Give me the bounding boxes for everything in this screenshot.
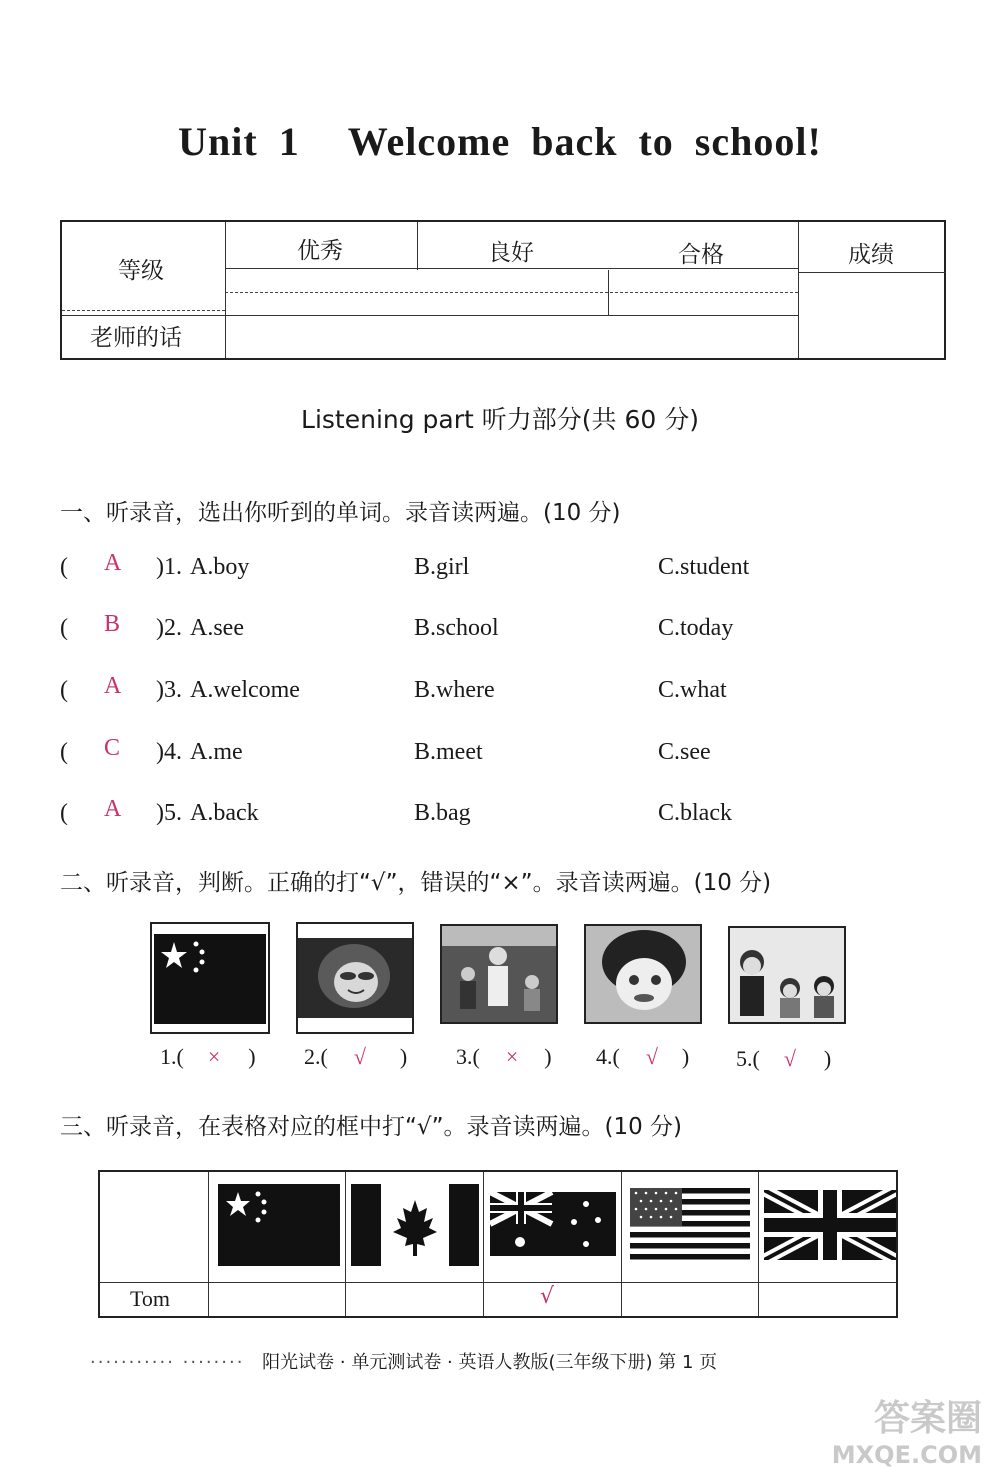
australia-flag-icon [490, 1192, 616, 1256]
listening-heading: Listening part 听力部分(共 60 分) [301, 405, 699, 434]
question-row: ( A )1. A.boy B.girl C.student [60, 550, 750, 580]
judge-item: 1.( × ) [160, 1044, 256, 1069]
unit-number: Unit 1 [178, 119, 300, 164]
option-b: B.where [414, 677, 495, 703]
judge-item: 2.( √ ) [304, 1044, 408, 1069]
judge-mark: √ [645, 1044, 658, 1069]
answer-mark: C [104, 735, 121, 761]
three-kids-picture [728, 926, 846, 1024]
section2-heading: 二、听录音，判断。正确的打“√”，错误的“×”。录音读两遍。(10 分) [60, 870, 772, 896]
question-number: )2. [156, 615, 182, 641]
option-a: A.welcome [190, 677, 300, 703]
option-c: C.black [658, 800, 732, 826]
option-a: A.me [190, 739, 243, 765]
section1-heading: 一、听录音，选出你听到的单词。录音读两遍。(10 分) [60, 500, 621, 526]
judge-item: 4.( √ ) [596, 1044, 690, 1069]
question-row: ( A )5. A.back B.bag C.black [60, 796, 732, 826]
watermark [832, 1390, 982, 1469]
china-flag-icon [218, 1184, 340, 1266]
canada-flag-icon [351, 1184, 479, 1266]
uk-flag-icon [764, 1190, 896, 1260]
boy-face-picture [584, 924, 702, 1024]
watermark-top: 答案圈 [873, 1398, 982, 1439]
judge-mark: × [207, 1044, 221, 1069]
answer-mark: A [104, 796, 122, 822]
score-label: 成绩 [848, 242, 894, 268]
option-a: A.back [190, 800, 259, 826]
grade-box [60, 220, 946, 360]
question-row: ( A )3. A.welcome B.where C.what [60, 673, 727, 703]
answer-mark: A [104, 673, 122, 699]
grade-label: 等级 [118, 258, 164, 284]
teacher-comment-label: 老师的话 [90, 325, 182, 351]
option-a: A.see [190, 615, 244, 641]
question-number: )4. [156, 739, 182, 765]
section3-heading: 三、听录音，在表格对应的框中打“√”。录音读两遍。(10 分) [60, 1114, 683, 1140]
judge-mark: √ [783, 1046, 796, 1071]
level-pass: 合格 [678, 242, 724, 268]
option-b: B.bag [414, 800, 471, 826]
option-c: C.today [658, 615, 734, 641]
teacher-students-photo-picture [440, 924, 558, 1024]
row-label-tom: Tom [130, 1286, 171, 1311]
page-title [0, 118, 1000, 165]
option-c: C.see [658, 739, 711, 765]
option-b: B.school [414, 615, 499, 641]
question-number: )3. [156, 677, 182, 703]
usa-flag-icon [630, 1188, 750, 1260]
flag-table [98, 1170, 898, 1318]
option-a: A.boy [190, 554, 250, 580]
judge-mark: × [505, 1044, 519, 1069]
question-number: )1. [156, 554, 182, 580]
level-good: 良好 [488, 240, 534, 266]
check-cell-australia[interactable]: √ [540, 1284, 555, 1309]
footer-text: 阳光试卷 · 单元测试卷 · 英语人教版(三年级下册) 第 1 页 [262, 1352, 718, 1373]
judge-item: 3.( × ) [456, 1044, 552, 1069]
question-row: ( C )4. A.me B.meet C.see [60, 735, 711, 765]
girl-photo-picture [296, 922, 414, 1034]
option-b: B.meet [414, 739, 483, 765]
option-c: C.what [658, 677, 727, 703]
unit-name: Welcome back to school! [347, 119, 822, 164]
question-number: )5. [156, 800, 182, 826]
option-c: C.student [658, 554, 750, 580]
level-excellent: 优秀 [297, 238, 343, 264]
judge-item: 5.( √ ) [736, 1046, 832, 1071]
watermark-bottom: MXQE.COM [831, 1441, 982, 1469]
page-footer: ··········· ········ 阳光试卷 · 单元测试卷 · 英语人教版(三年级下册) 第 1 页 [90, 1352, 718, 1373]
china-flag-picture [150, 922, 270, 1034]
option-b: B.girl [414, 554, 470, 580]
answer-mark: B [104, 611, 121, 637]
answer-mark: A [104, 550, 122, 576]
question-row: ( B )2. A.see B.school C.today [60, 611, 734, 641]
judge-mark: √ [353, 1044, 366, 1069]
